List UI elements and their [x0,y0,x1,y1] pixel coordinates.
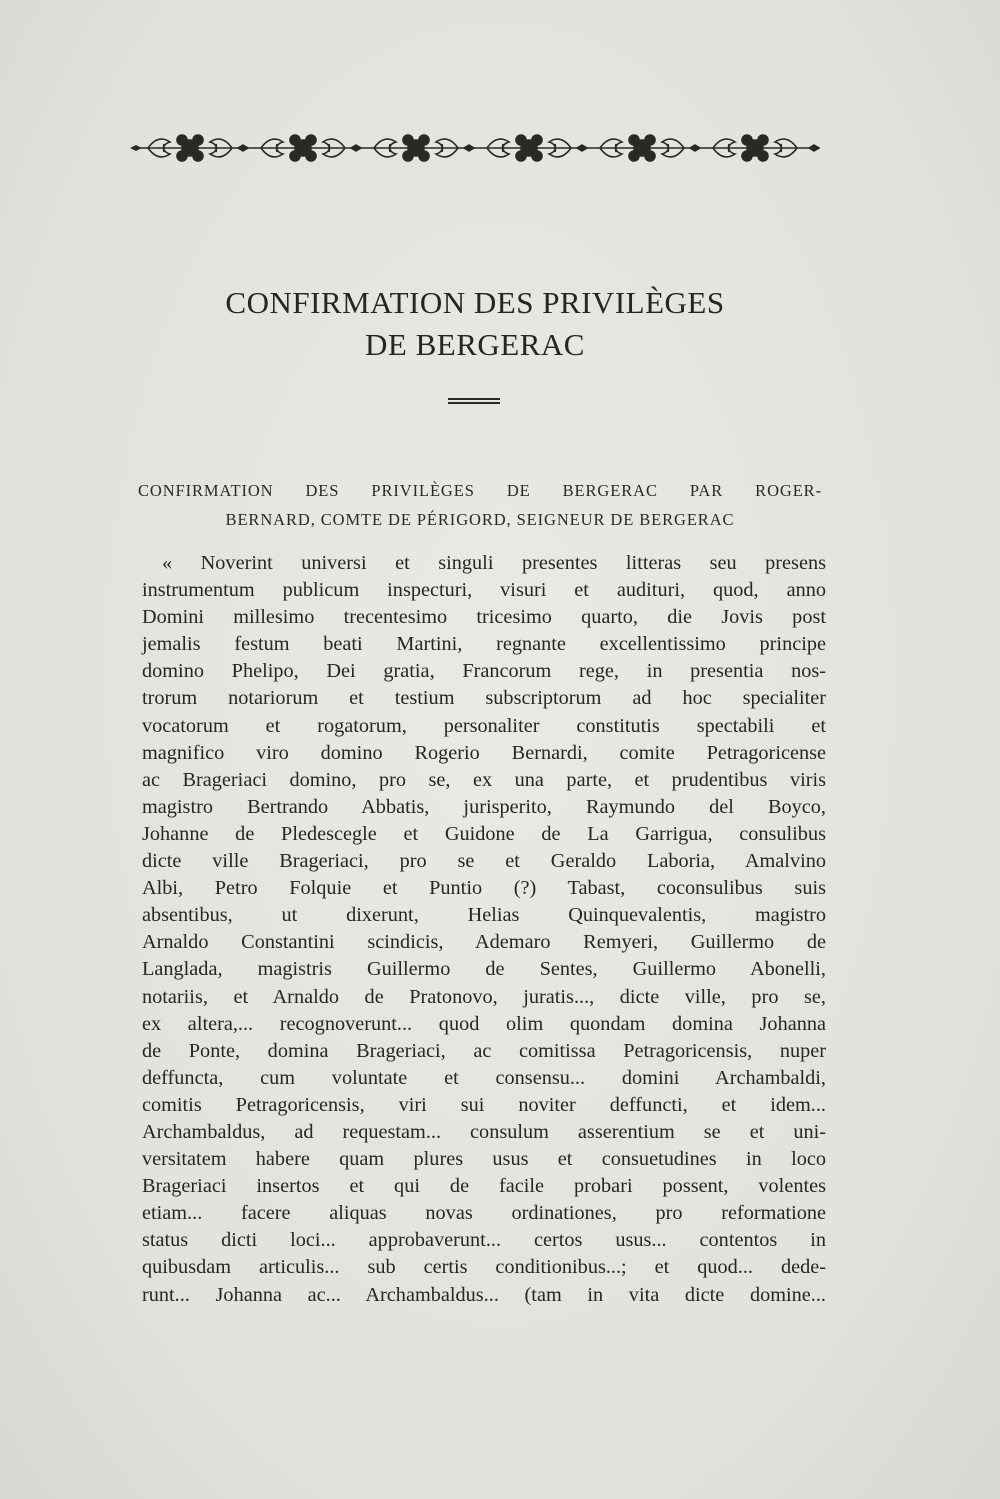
section-heading-line-1: CONFIRMATION DES PRIVILÈGES DE BERGERAC PAR ROGER- [138,481,822,500]
body-line: absentibus, ut dixerunt, Helias Quinquevalentis, magistro [142,904,826,927]
body-line: notariis, et Arnaldo de Pratonovo, juratis..., dicte ville, pro se, [142,985,826,1008]
body-line: magnifico viro domino Rogerio Bernardi, comite Petragoricense [142,741,826,764]
body-line: « Noverint universi et singuli presentes litteras seu presens [162,552,826,574]
body-line: Domini millesimo trecentesimo tricesimo quarto, die Jovis post [142,606,826,629]
page-title-line-2: DE BERGERAC [365,327,585,362]
body-line: ex altera,... recognoverunt... quod olim quondam domina Johanna [142,1012,826,1035]
body-line: instrumentum publicum inspecturi, visuri et audituri, quod, anno [142,579,826,602]
body-line: de Ponte, domina Brageriaci, ac comitissa Petragoricensis, nuper [142,1039,826,1062]
section-heading-line-2: BERNARD, COMTE DE PÉRIGORD, SEIGNEUR DE BERGERAC [225,510,735,529]
body-line: quibusdam articulis... sub certis conditionibus...; et quod... dede- [142,1256,826,1279]
body-line: vocatorum et rogatorum, personaliter constitutis spectabili et [142,714,826,737]
body-line: domino Phelipo, Dei gratia, Francorum rege, in presentia nos- [142,660,826,683]
body-line: magistro Bertrando Abbatis, jurisperito, Raymundo del Boyco, [142,795,826,818]
title-rule-divider [448,398,500,406]
body-line: runt... Johanna ac... Archambaldus... (tam in vita dicte domine... [142,1283,826,1306]
body-line: Arnaldo Constantini scindicis, Ademaro Remyeri, Guillermo de [142,931,826,954]
body-line: comitis Petragoricensis, viri sui noviter deffuncti, et idem... [142,1093,826,1116]
body-line: dicte ville Brageriaci, pro se et Geraldo Laboria, Amalvino [142,850,826,873]
body-line: deffuncta, cum voluntate et consensu... domini Archambaldi, [142,1066,826,1089]
body-line: jemalis festum beati Martini, regnante excellentissimo principe [142,633,826,656]
body-text [142,550,826,1309]
body-line: ac Brageriaci domino, pro se, ex una parte, et prudentibus viris [142,768,826,791]
body-line: Brageriaci insertos et qui de facile probari possent, volentes [142,1175,826,1198]
body-line: Albi, Petro Folquie et Puntio (?) Tabast, coconsulibus suis [142,877,826,900]
body-line: Archambaldus, ad requestam... consulum asserentium se et uni- [142,1120,826,1143]
body-line: versitatem habere quam plures usus et consuetudines in loco [142,1148,826,1171]
body-line: Johanne de Pledescegle et Guidone de La Garrigua, consulibus [142,822,826,845]
body-line: status dicti loci... approbaverunt... certos usus... contentos in [142,1229,826,1252]
fleuron-ornament-icon [130,128,820,168]
page-title-line-1: CONFIRMATION DES PRIVILÈGES [225,285,725,320]
body-line: trorum notariorum et testium subscriptorum ad hoc specialiter [142,687,826,710]
body-line: etiam... facere aliquas novas ordinationes, pro reformatione [142,1202,826,1225]
body-line: Langlada, magistris Guillermo de Sentes, Guillermo Abonelli, [142,958,826,981]
